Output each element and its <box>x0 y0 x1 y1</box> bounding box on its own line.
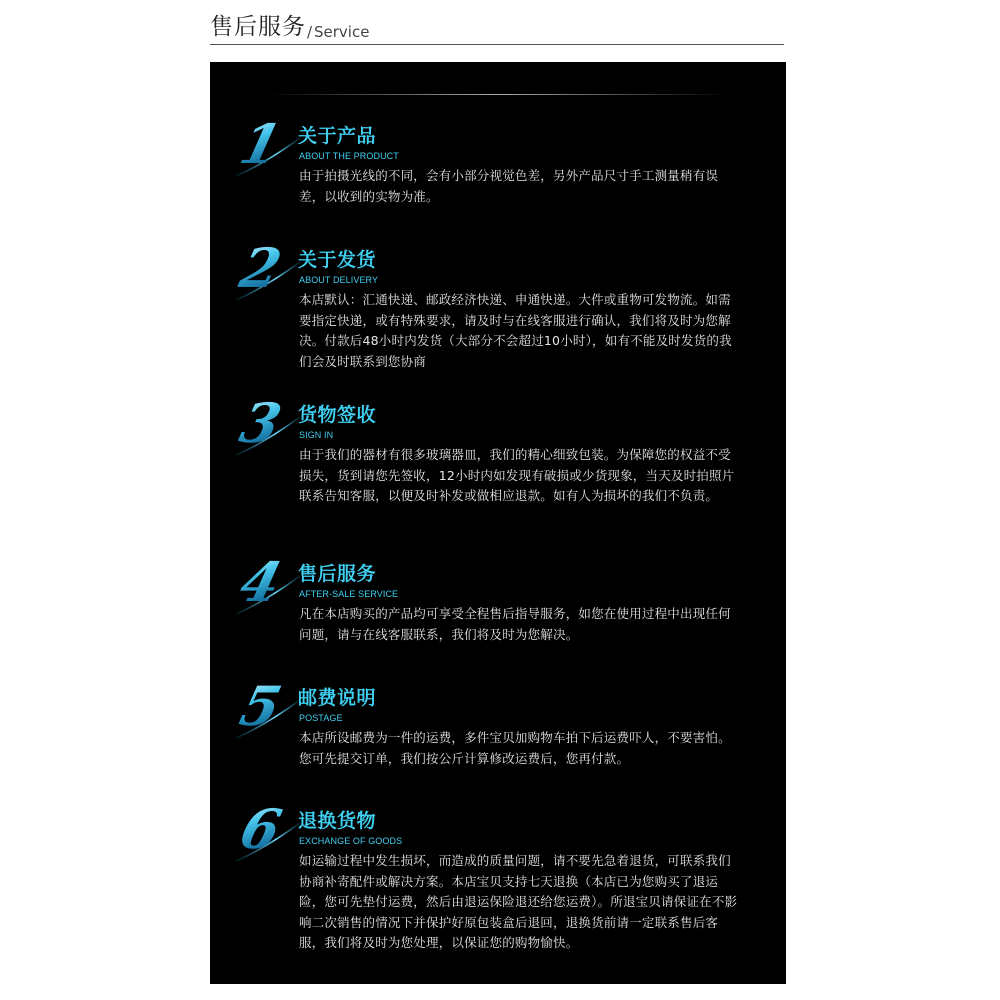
section-subtitle: EXCHANGE OF GOODS <box>299 836 403 846</box>
section-title: 关于发货 <box>298 249 377 271</box>
section-number: 2 <box>234 236 288 300</box>
section-number: 5 <box>234 674 288 738</box>
section-body: 本店默认：汇通快递、邮政经济快递、申通快递。大件或重物可发物流。如需要指定快递，或有特殊要求，请及时与在线客服进行确认，我们将及时为您解决。付款后48小时内发货（大部分不会超过10小时），如有不能及时发货的我们会及时联系到您协商 <box>299 292 732 369</box>
section-number: 4 <box>234 550 288 614</box>
section-body: 如运输过程中发生损坏，而造成的质量问题，请不要先急着退货，可联系我们协商补寄配件或解决方案。本店宝贝支持七天退换（本店已为您购买了退运险，您可先垫付运费，然后由退运保险退还给您运费）。所退宝贝请保证在不影响二次销售的情况下并保护好原包装盒后退回，退换货前请一定联系售后客服，我们将及时为您处理，以保证您的购物愉快。 <box>299 853 738 950</box>
section-number: 6 <box>234 797 288 861</box>
section-number: 3 <box>234 391 288 455</box>
header-title-cn: 售后服务 <box>210 14 306 40</box>
section-title: 关于产品 <box>298 125 377 147</box>
number-6-icon <box>234 799 304 867</box>
section-body: 本店所设邮费为一件的运费，多件宝贝加购物车拍下后运费吓人，不要害怕。您可先提交订单，我们按公斤计算修改运费后，您再付款。 <box>299 730 731 766</box>
section-body: 由于拍摄光线的不同，会有小部分视觉色差，另外产品尺寸手工测量稍有误差，以收到的实物为准。 <box>299 168 719 204</box>
header-title-en: Service <box>314 23 370 41</box>
top-divider <box>268 94 728 95</box>
section-subtitle: ABOUT DELIVERY <box>299 275 379 285</box>
section-body: 由于我们的器材有很多玻璃器皿，我们的精心细致包装。为保障您的权益不受损失，货到请您先签收，12小时内如发现有破损或少货现象，当天及时拍照片联系告知客服，以便及时补发或做相应退款。如有人为损坏的我们不负责。 <box>299 447 735 503</box>
section-subtitle: SIGN IN <box>299 430 334 440</box>
number-5-icon <box>234 676 304 744</box>
section-subtitle: POSTAGE <box>299 713 343 723</box>
section-subtitle: ABOUT THE PRODUCT <box>299 151 399 161</box>
number-1-icon <box>234 114 304 182</box>
section-header <box>210 12 784 45</box>
section-subtitle: AFTER-SALE SERVICE <box>299 589 399 599</box>
section-title: 货物签收 <box>298 404 377 426</box>
number-4-icon <box>234 552 304 620</box>
number-3-icon <box>234 393 304 461</box>
service-panel <box>210 62 786 984</box>
section-title: 邮费说明 <box>298 687 377 709</box>
section-title: 退换货物 <box>298 810 377 832</box>
number-2-icon <box>234 238 304 306</box>
section-title: 售后服务 <box>298 563 377 585</box>
section-body: 凡在本店购买的产品均可享受全程售后指导服务，如您在使用过程中出现任何问题，请与在线客服联系，我们将及时为您解决。 <box>299 606 731 642</box>
section-number: 1 <box>234 112 288 176</box>
header-separator: / <box>307 23 313 41</box>
